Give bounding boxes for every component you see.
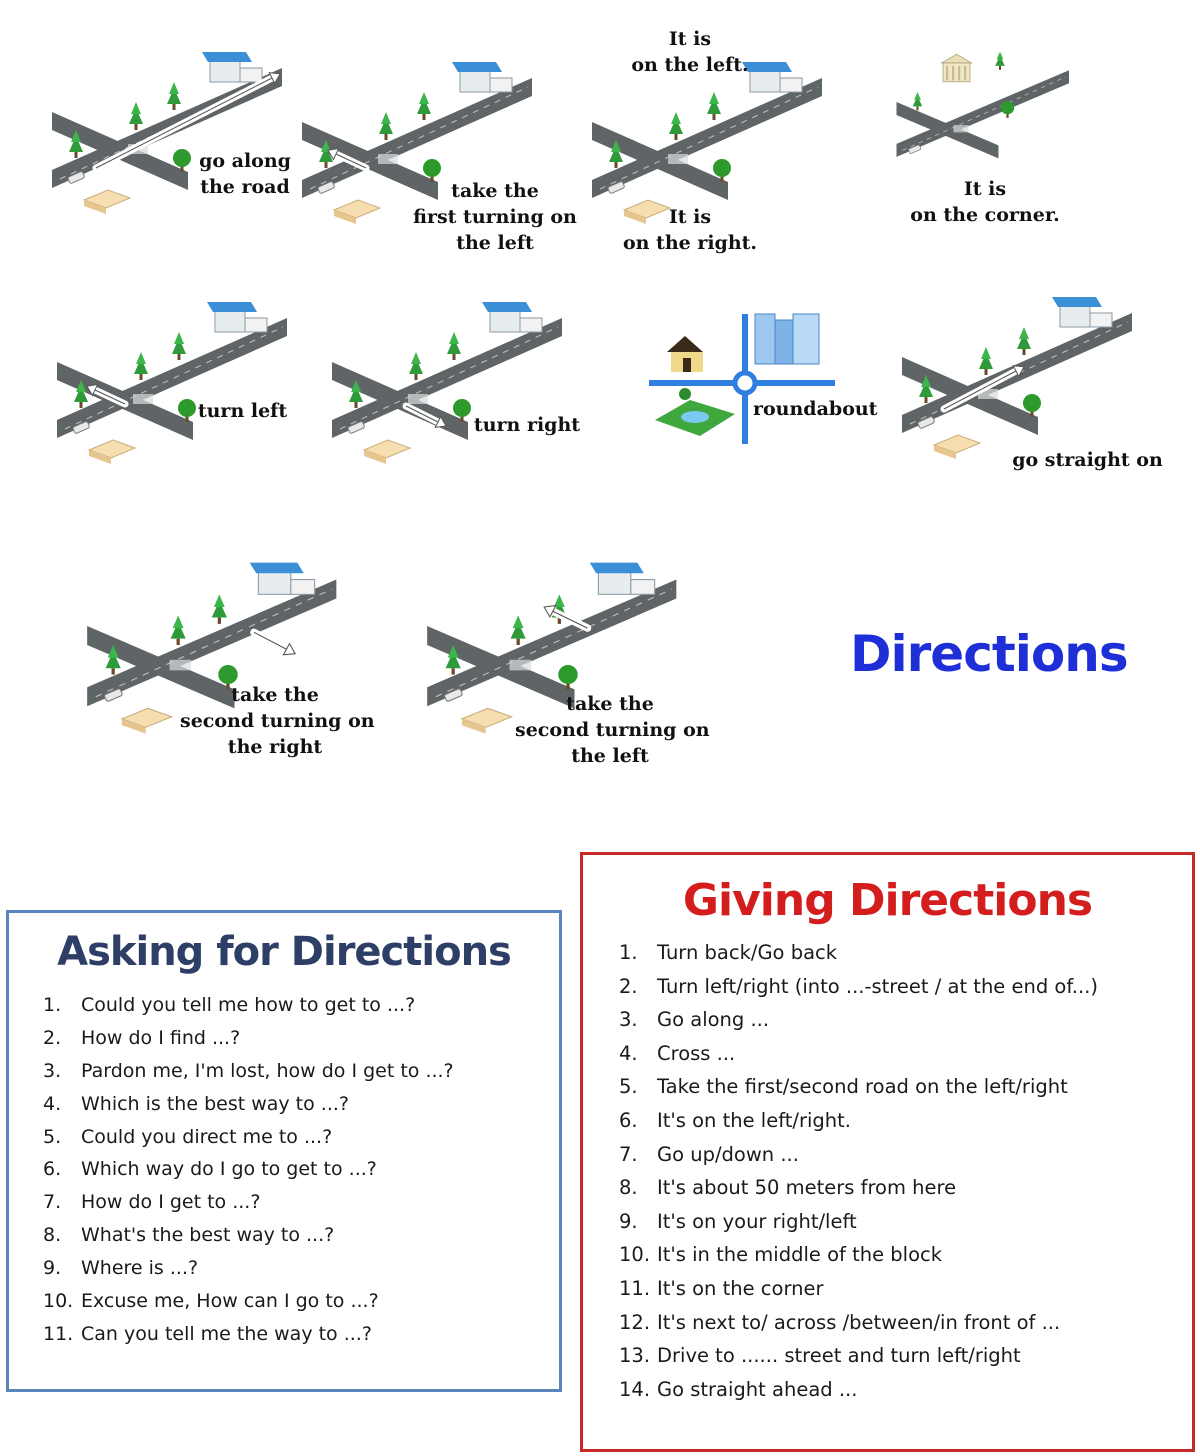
caption-line: turn left [197,400,288,422]
item-number: 14. [619,1377,651,1401]
tree-icon [669,112,683,140]
house-icon [89,440,135,464]
item-number: 11. [619,1276,651,1300]
item-text: Could you tell me how to get to ...? [81,994,416,1016]
item-number: 6. [43,1158,62,1181]
caption-on-right [620,204,760,256]
asking-directions-panel [6,910,562,1392]
crossroads-map [55,290,295,470]
tree-icon [172,332,186,360]
house-icon [84,190,130,214]
illustration-left-right [590,28,830,254]
caption-line: take the [231,684,319,706]
illustration-on-corner [895,50,1075,226]
item-text: Go up/down ... [657,1142,799,1166]
tree-icon [212,594,227,624]
directions-heading: Directions [850,625,1128,683]
list-item [619,1373,1192,1407]
caption-line: It is [963,178,1007,200]
list-item [619,1037,1192,1071]
list-item [43,1285,559,1318]
item-text: Which way do I go to get to ...? [81,1158,377,1181]
caption-first-left [410,178,580,256]
illustration-roundabout [645,310,878,450]
tree-icon [134,352,148,380]
tree-icon [1001,101,1015,118]
item-text: What's the best way to ...? [81,1224,335,1247]
list-item [43,989,559,1022]
item-number: 7. [619,1142,638,1166]
illustration-turn-left [55,290,295,470]
illustration-go-along [50,40,290,220]
station-building-icon [207,302,267,332]
item-number: 9. [43,1257,62,1280]
item-text: It's on the corner [657,1276,824,1300]
house-icon [122,708,172,733]
bank-building-icon [942,54,972,81]
item-number: 5. [43,1125,62,1148]
caption-line: It is [668,28,712,50]
caption-line: go along [199,150,291,172]
caption-second-left [515,691,710,769]
roundabout-map [645,310,878,450]
caption-line: second turning on [515,719,710,741]
caption-roundabout [753,396,878,422]
park-icon [655,388,735,436]
list-item [43,1022,559,1055]
caption-line: the left [456,232,534,254]
item-number: 3. [43,1059,62,1082]
caption-line: on the left. [631,54,749,76]
item-text: Which is the best way to ...? [81,1092,349,1115]
caption-line: on the right. [622,232,758,254]
item-text: Take the first/second road on the left/right [657,1075,1068,1099]
item-number: 6. [619,1108,638,1132]
caption-line: second turning on [180,710,375,732]
item-number: 8. [619,1176,638,1200]
list-item [619,936,1192,970]
direction-arrow-icon [254,632,295,654]
list-item [619,1272,1192,1306]
tree-icon [417,92,431,120]
station-building-icon [1052,297,1112,327]
list-item [619,1339,1192,1373]
caption-second-right [180,682,375,760]
item-text: Drive to ...... street and turn left/right [657,1344,1021,1368]
caption-line: go straight on [1012,449,1163,471]
item-number: 1. [43,994,62,1016]
item-text: Excuse me, How can I go to ...? [81,1290,379,1313]
tree-icon [379,112,393,140]
station-building-icon [452,62,512,92]
list-item [43,1088,559,1121]
tree-icon [979,347,993,375]
caption-line: on the corner. [910,204,1060,226]
list-item [43,1219,559,1252]
crossroads-map [900,285,1140,465]
illustration-second-right [85,550,375,758]
direction-arrow-icon [544,606,587,629]
item-text: Where is ...? [81,1257,199,1280]
item-number: 10. [619,1243,651,1267]
list-item [619,1205,1192,1239]
caption-turn-left [195,398,290,424]
list-item [619,1104,1192,1138]
caption-turn-right [472,412,582,438]
item-number: 2. [43,1026,62,1049]
list-item [619,970,1192,1004]
caption-on-corner [895,176,1075,228]
list-item [619,1171,1192,1205]
item-text: It's next to/ across /between/in front of ... [657,1310,1061,1334]
caption-line: turn right [473,414,581,436]
caption-on-left [630,26,750,78]
caption-line: It is [668,206,712,228]
station-building-icon [482,302,542,332]
item-number: 11. [43,1322,74,1345]
item-number: 4. [43,1092,62,1115]
station-building-icon [590,563,655,595]
caption-go-along [190,148,300,200]
list-item [43,1252,559,1285]
asking-title: Asking for Directions [57,929,511,975]
item-text: It's on your right/left [657,1209,857,1233]
caption-straight-on [1010,447,1165,473]
item-number: 3. [619,1008,638,1032]
caption-line: roundabout [753,398,878,420]
illustration-first-left [300,50,577,254]
item-text: Can you tell me the way to ...? [81,1322,372,1345]
list-item [619,1070,1192,1104]
item-number: 9. [619,1209,638,1233]
caption-line: the right [227,736,323,758]
caption-line: the road [200,176,290,198]
item-number: 8. [43,1224,62,1247]
list-item [619,1238,1192,1272]
crossroads-map [895,50,1075,180]
tree-icon [511,615,526,645]
illustration-second-left [425,550,710,767]
illustration-turn-right [330,290,581,470]
caption-line: the left [571,745,649,767]
giving-directions-panel [580,852,1195,1452]
asking-list [9,989,559,1351]
caption-line: take the [451,180,539,202]
caption-line: take the [566,693,654,715]
list-item [619,1306,1192,1340]
house-icon [364,440,410,464]
house-icon [934,435,980,459]
item-number: 12. [619,1310,651,1334]
list-item [43,1121,559,1154]
item-text: Could you direct me to ...? [81,1125,333,1148]
list-item [619,1138,1192,1172]
tree-icon [129,102,143,130]
station-building-icon [742,62,802,92]
item-number: 2. [619,974,638,998]
list-item [43,1318,559,1351]
item-text: Turn left/right (into ...-street / at the end of...) [657,974,1099,998]
station-building-icon [250,563,315,595]
item-text: Pardon me, I'm lost, how do I get to ...? [81,1059,454,1082]
office-tower-icon [755,314,819,364]
tree-icon [995,52,1004,70]
item-text: Go along ... [657,1008,770,1032]
tree-icon [409,352,423,380]
item-text: Cross ... [657,1041,736,1065]
item-text: It's in the middle of the block [657,1243,943,1267]
item-text: How do I get to ...? [81,1191,261,1214]
item-text: Go straight ahead ... [657,1377,858,1401]
list-item [43,1153,559,1186]
item-number: 4. [619,1041,638,1065]
item-text: Turn back/Go back [657,941,838,964]
tree-icon [447,332,461,360]
tree-icon [167,82,181,110]
house-icon [334,200,380,224]
giving-list [583,936,1192,1406]
list-item [619,1003,1192,1037]
item-number: 7. [43,1191,62,1214]
tree-icon [707,92,721,120]
item-text: It's about 50 meters from here [657,1176,957,1200]
item-text: It's on the left/right. [657,1108,851,1132]
house-icon [462,708,512,733]
item-number: 13. [619,1344,651,1368]
tree-icon [1017,327,1031,355]
giving-title: Giving Directions [682,875,1093,926]
list-item [43,1186,559,1219]
tree-icon [171,615,186,645]
house-icon [667,336,703,372]
station-building-icon [202,52,262,82]
item-number: 1. [619,941,638,964]
tree-icon [913,92,922,110]
item-number: 10. [43,1290,74,1313]
item-number: 5. [619,1075,638,1099]
item-text: How do I find ...? [81,1026,241,1049]
illustration-straight-on [900,285,1163,471]
list-item [43,1055,559,1088]
caption-line: first turning on [413,206,577,228]
crossroads-map [330,290,570,470]
